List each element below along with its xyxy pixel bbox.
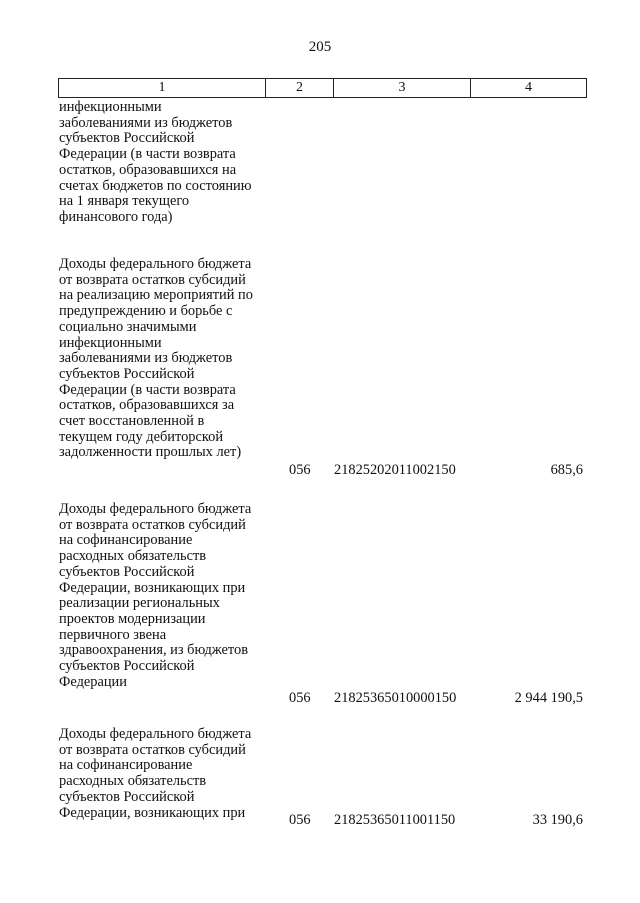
amount-value: 2 944 190,5 [514,690,583,706]
entry-description [59,502,265,690]
description-line: счетах бюджетов по состоянию [59,177,252,194]
entry-description [59,100,265,226]
description-line: субъектов Российской [59,365,195,382]
column-header-2: 2 [266,79,334,98]
description-line: остатков, образовавшихся на [59,161,237,178]
entry-description [59,257,265,461]
description-line: остатков, образовавшихся за [59,397,235,414]
description-line: социально значимыми [59,318,197,335]
description-line: Доходы федерального бюджета [59,501,252,517]
column-header-1: 1 [59,79,266,98]
admin-code: 056 [289,690,311,706]
description-line: субъектов Российской [59,130,195,147]
entry-description [59,727,265,821]
description-line: Федерации [59,673,127,690]
description-line: на реализацию мероприятий по [59,287,253,304]
description-line: расходных обязательств [59,548,207,565]
column-header-4: 4 [471,79,587,98]
description-line: задолженности прошлых лет) [59,444,242,461]
budget-classification-code: 21825365011001150 [334,812,456,828]
budget-classification-code: 21825202011002150 [334,462,456,478]
description-line: на софинансирование [59,757,193,774]
description-line: Доходы федерального бюджета [59,726,252,742]
description-line: реализации региональных [59,595,220,612]
description-line: расходных обязательств [59,773,207,790]
description-line: субъектов Российской [59,658,195,675]
description-line: от возврата остатков субсидий [59,516,246,533]
description-line: Доходы федерального бюджета [59,256,252,272]
description-line: счет восстановленной в [59,413,205,430]
description-line: заболеваниями из бюджетов [59,350,233,367]
budget-classification-code: 21825365010000150 [334,690,457,706]
description-line: от возврата остатков субсидий [59,271,246,288]
description-line: текущем году дебиторской [59,428,224,445]
admin-code: 056 [289,812,311,828]
description-line: от возврата остатков субсидий [59,741,246,758]
description-line: Федерации, возникающих при [59,579,246,596]
column-header-row [58,78,587,98]
description-line: инфекционными [59,334,162,351]
description-line: Федерации, возникающих при [59,804,246,821]
admin-code: 056 [289,462,311,478]
description-line: инфекционными [59,99,162,115]
description-line: предупреждению и борьбе с [59,303,233,320]
column-header-3: 3 [334,79,471,98]
description-line: субъектов Российской [59,563,195,580]
description-line: первичного звена [59,626,167,643]
description-line: заболеваниями из бюджетов [59,114,233,131]
description-line: на софинансирование [59,532,193,549]
amount-value: 685,6 [550,462,583,478]
description-line: здравоохранения, из бюджетов [59,642,249,659]
description-line: на 1 января текущего [59,193,190,210]
description-line: субъектов Российской [59,788,195,805]
description-line: Федерации (в части возврата [59,146,236,163]
amount-value: 33 190,6 [532,812,583,828]
description-line: проектов модернизации [59,610,206,627]
page-number: 205 [308,39,332,55]
description-line: финансового года) [59,208,173,225]
description-line: Федерации (в части возврата [59,381,236,398]
